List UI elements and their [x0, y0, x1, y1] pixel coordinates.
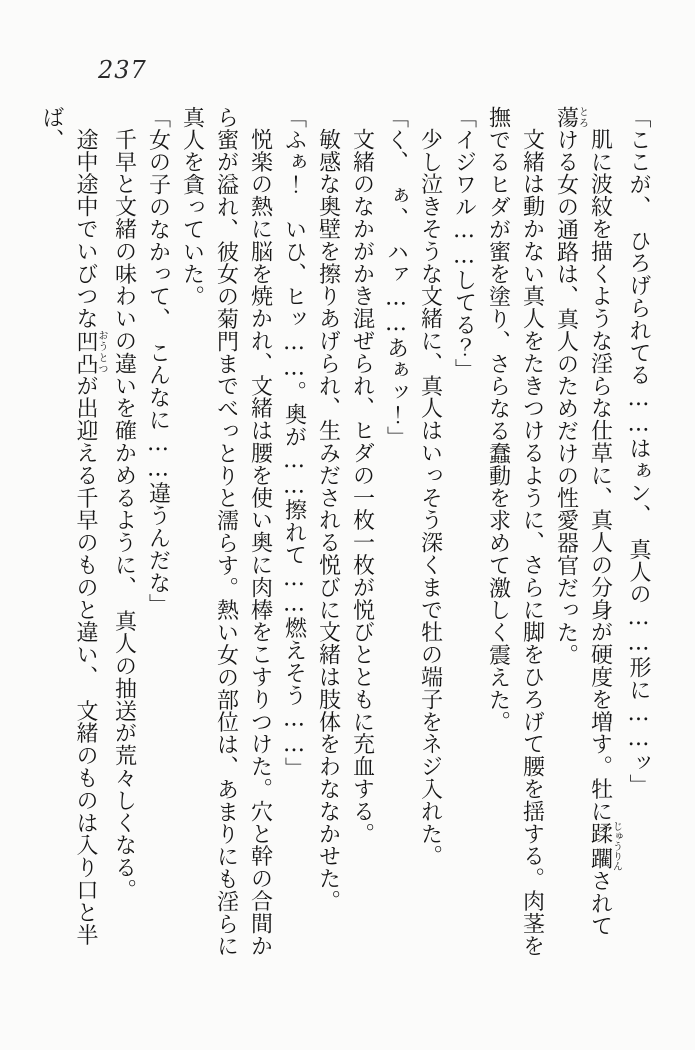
paragraph-narrative: 千早と文緒の味わいの違いを確かめるように、 真人の抽送が荒々しくなる。 [111, 128, 137, 901]
text-block [39, 106, 655, 958]
paragraph-dialogue: 「ここが、 ひろげられてる……はぁン、 真人の……形に……ッ」 [626, 106, 651, 797]
paragraph-narrative: 少し泣きそうな文緒に、真人はいっそう深くまで牡の端子をネジ入れた。 [417, 128, 443, 868]
paragraph-narrative: 途中途中でいびつな凹凸おうとつが出迎える千早のものと違い、 文緒のものは入り口と半ば、 [39, 106, 107, 946]
paragraph-narrative: 文緒のなかがかき混ぜられ、ヒダの一枚一枚が悦びとともに充血する。 [349, 128, 375, 845]
paragraph-dialogue: 「く、 ぁ、 ハァ……あぁッ！」 [383, 106, 409, 449]
paragraph-dialogue: 「女の子のなかって、 こんなに……違うんだな」 [145, 106, 171, 617]
paragraph-narrative: 敏感な奥壁を擦りあげられ、生みだされる悦びに文緒は肢体をわななかせた。 [315, 128, 341, 912]
paragraph-narrative: 肌に波紋を描くような淫らな仕草に、真人の分身が硬度を増す。牡に蹂躙じゅうりんされて蕩とろける女の通路は、真人のためだけの性愛器官だった。 [553, 106, 622, 938]
paragraph-narrative: 悦楽の熱に脳を焼かれ、文緒は腰を使い奥に肉棒をこすりつけた。穴と幹の合間から蜜が溢れ、彼女の菊門までべっとりと濡らす。熱い女の部位は、あまりにも淫らに真人を貪っていた。 [179, 106, 273, 958]
furigana-annotated-word: 蹂躙じゅうりん [587, 821, 622, 872]
furigana-annotated-word: 凹凸おうとつ [73, 329, 107, 375]
furigana-annotated-word: 蕩とろ [553, 106, 588, 129]
paragraph-dialogue: 「ふぁ！ いひ、ヒッ……。奥が……擦れて……燃えそう……」 [281, 106, 307, 780]
paragraph-dialogue: 「イジワル……してる？」 [451, 106, 477, 381]
page-number: 237 [98, 56, 147, 84]
paragraph-narrative: 文緒は動かない真人をたきつけるように、さらに脚をひろげて腰を揺する。肉茎を撫でるヒダが蜜を塗り、さらなる蠢動を求めて激しく震えた。 [485, 106, 545, 957]
